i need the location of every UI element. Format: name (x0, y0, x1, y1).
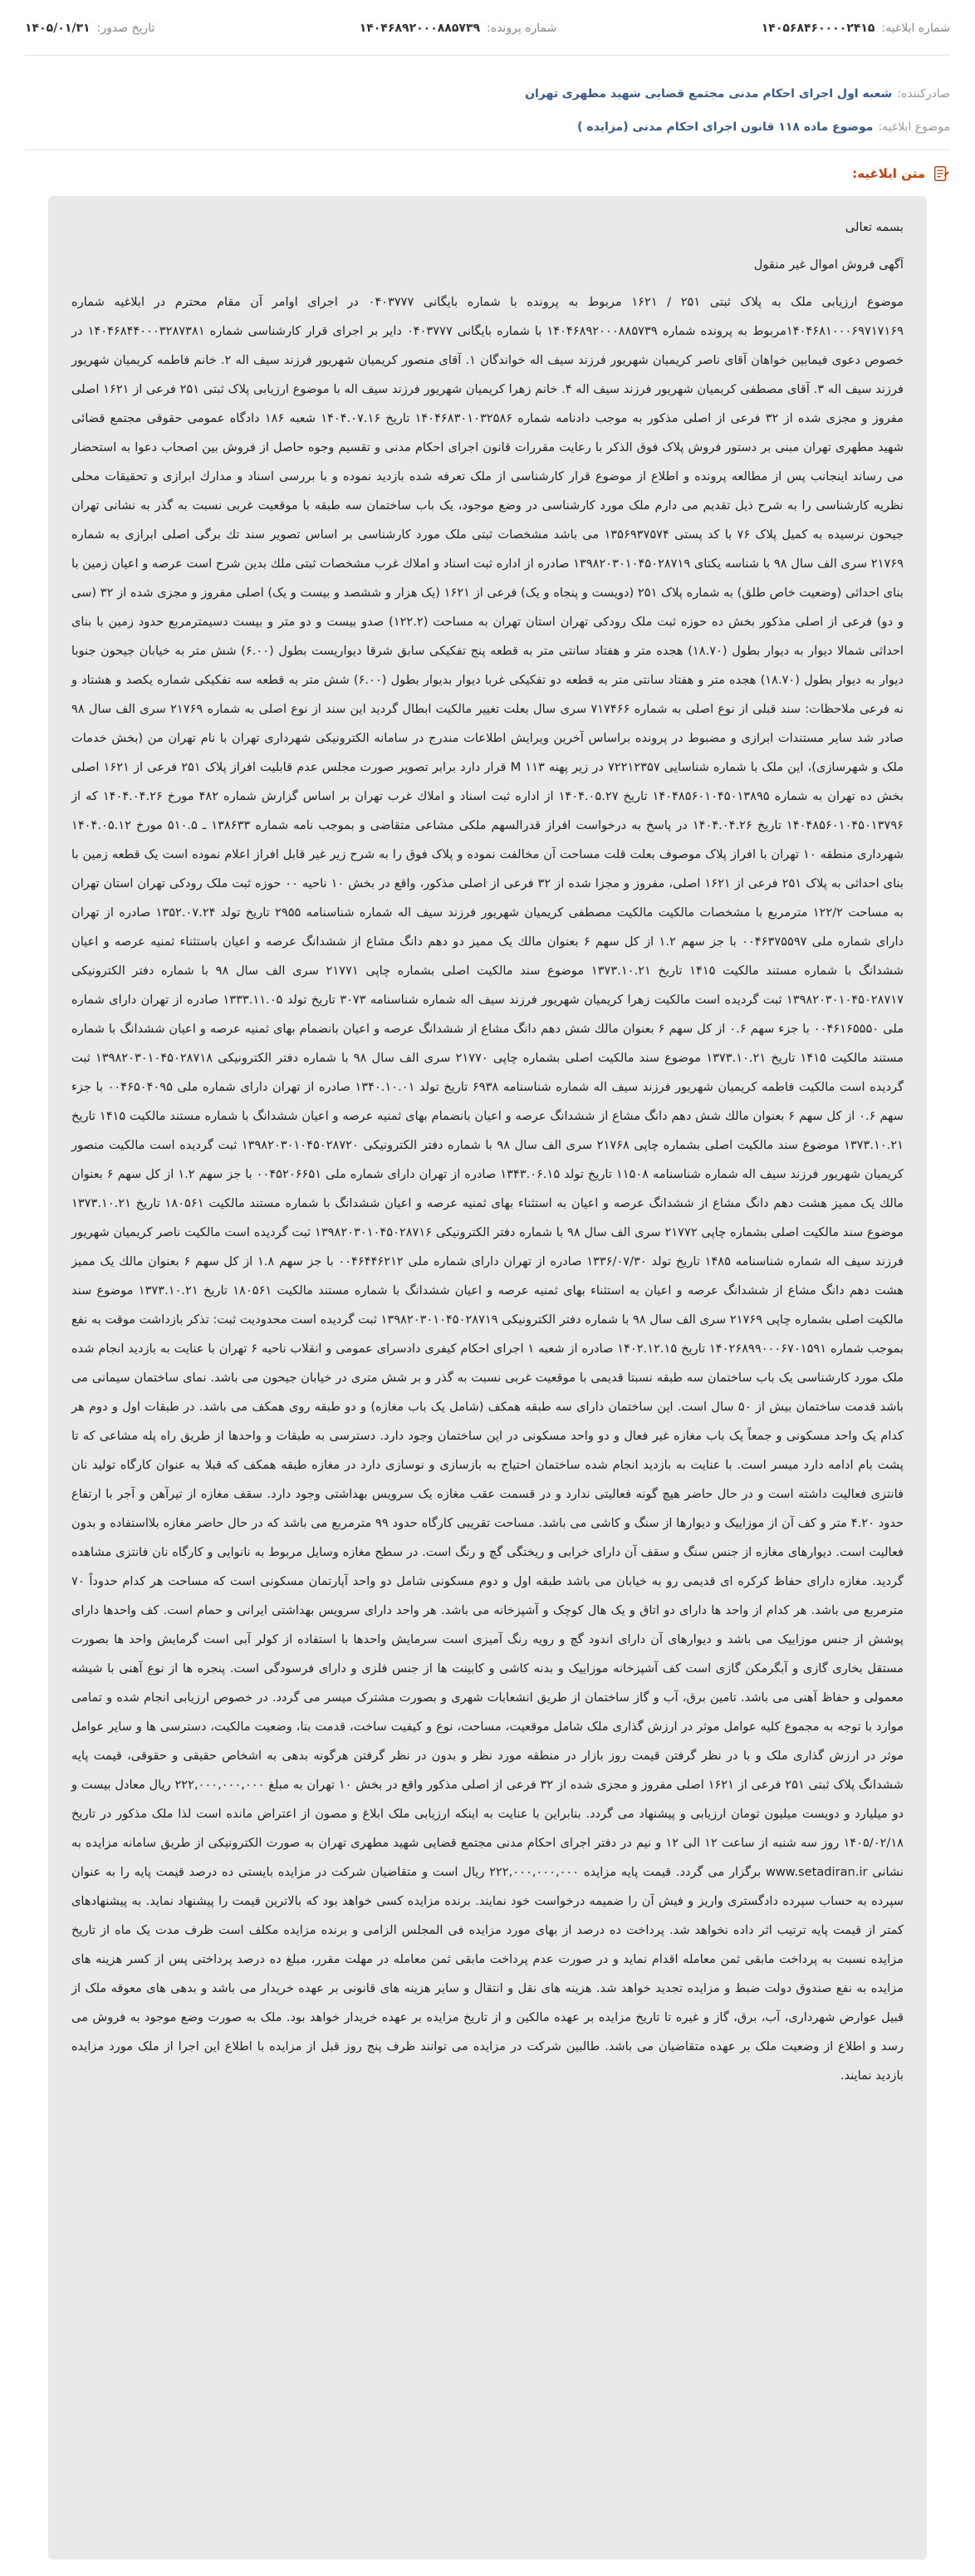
case-number (360, 22, 557, 35)
notice-number (762, 22, 950, 35)
notice-header (25, 10, 950, 47)
subject-label: موضوع ابلاغیه: (878, 120, 950, 134)
issue-date-value: ۱۴۰۵/۰۱/۳۱ (25, 22, 91, 35)
issuer-value: شعبه اول اجرای احکام مدنی مجتمع قضایی شهید مطهری تهران (525, 87, 893, 101)
greeting: بسمه تعالی (845, 220, 904, 234)
notice-heading: آگهی فروش اموال غیر منقول (753, 258, 904, 272)
note-icon (932, 164, 950, 183)
issue-date (25, 22, 154, 35)
subject-value: موضوع ماده ۱۱۸ قانون اجرای احکام مدنی (مزایده ) (577, 120, 874, 134)
notice-number-label: شماره ابلاغیه: (881, 22, 950, 35)
issue-date-label: تاریخ صدور: (96, 22, 155, 35)
issuer-row (25, 80, 950, 108)
case-number-value: ۱۴۰۴۶۸۹۲۰۰۰۸۸۵۷۳۹ (359, 22, 481, 35)
notice-content (48, 196, 927, 2559)
notice-number-value: ۱۴۰۵۶۸۴۶۰۰۰۰۲۴۱۵ (761, 22, 875, 35)
header-divider (25, 55, 950, 56)
case-number-label: شماره پرونده: (487, 22, 557, 35)
notice-paragraph: موضوع ارزیابی ملک به پلاک ثبتی ۲۵۱ / ۱۶۲۱ مربوط به پرونده با شماره بایگانی ۰۴۰۳۷۷۷ در اجرای اوامر آن مقام محترم در ابلاغیه شماره ۱۴۰۴۶۸۱۰۰۰۶۹۷۱۷۱۶۹مربوط به پرونده شماره ۱۴۰۴۶۸۹۲۰۰۰۸۸۵۷۳۹ با شماره بایگانی ۰۴۰۳۷۷۷ دایر بر اجرای قرار کارشناسی شماره ۱۴۰۴۶۸۴۴۰۰۰۳۲۸۷۳۸۱ در خصوص دعوی فیمابین خواهان آقای ناصر کریمیان شهریور فرزند سیف اله خواندگان ۱. آقای منصور کریمیان شهریور فرزند سیف اله ۲. خانم فاطمه کریمیان شهریور فرزند سیف اله ۳. آقای مصطفی کریمیان شهریور فرزند سیف اله ۴. خانم زهرا کریمیان شهریور فرزند سیف اله با موضوع ارزیابی پلاک ثبتی ۲۵۱ فرعی از ۱۶۲۱ اصلی مفروز و مجزی شده از ۳۲ فرعی از اصلی مذکور به موجب دادنامه شماره ۱۴۰۴۶۸۳۰۱۰۳۲۵۸۶ تاریخ ۱۴۰۴.۰۷.۱۶ شعبه ۱۸۶ دادگاه عمومی حقوقی مجتمع قضائی شهید مطهری تهران مبنی بر دستور فروش پلاک فوق الذکر با رعایت مقررات قانون اجرای احکام مدنی و تقسیم وجوه حاصل از فروش بین اصحاب دعوا به استحضار می رساند اینجانب پس از مطالعه پرونده و اطلاع از موضوع قرار کارشناسی از ملک تعرفه شده بازدید نموده و با بررسی اسناد و مدارك ابرازی و تحقیقات محلی نظریه کارشناسی را به شرح ذیل تقدیم می دارم ملک مورد کارشناسی در وضع موجود، یک باب ساختمان سه طبقه با موقعیت غربی نسبت به گذر به نشانی تهران جیحون نرسیده به کمیل پلاک ۷۶ با کد پستی ۱۳۵۶۹۳۷۵۷۴ می باشد مشخصات ثبتی ملک مورد کارشناسی بر اساس تصویر سند تك برگی اصلی ابرازی به شماره ۲۱۷۶۹ سری الف سال ۹۸ با شناسه یکتای ۱۳۹۸۲۰۳۰۱۰۴۵۰۲۸۷۱۹ صادره از اداره ثبت اسناد و املاك غرب مشخصات ثبتی ملك بدین شرح است عرصه و اعیان زمین با بنای احداثی (وضعیت خاص طلق) به شماره پلاک ۲۵۱ (دویست و پنجاه و یک) فرعی از ۱۶۲۱ (یک هزار و ششصد و بیست و یک) اصلی مفروز و مجزی شده از ۳۲ (سی و دو) فرعی از اصلی مذکور بخش ده حوزه ثبت ملک رودکی تهران استان تهران به مساحت (۱۲۲.۲) صدو بیست و دو متر و بیست دسیمترمربع حدود زمین با بنای احداثی شمالا دیوار به دیوار بطول (۱۸.۷۰) هجده متر و هفتاد سانتی متر به قطعه پنج تفکیکی سابق شرقا دیواریست بطول (۶.۰۰) شش متر به خیابان جیحون جنوبا دیوار به دیوار بطول (۱۸.۷۰) هجده متر و هفتاد سانتی متر به قطعه دو تفکیکی غربا دیوار بدیوار بطول (۶.۰۰) شش متر به قطعه سه تفکیکی شماره یکصد و هشتاد و نه فرعی ملاحظات: سند قبلی از نوع اصلی به شماره ۷۱۷۴۶۶ سری سال بعلت تغییر مالکیت ابطال گردید این سند از نوع اصلی به شماره ۲۱۷۶۹ سری الف سال ۹۸ صادر شد سایر مستندات ابرازی و مضبوط در پرونده براساس آخرین ویرایش اطلاعات مندرج در سامانه الکترونیکی شهرداری تهران با نام تهران من (بخش خدمات ملک و شهرسازی)، این ملک با شماره شناسایی ۷۲۲۱۲۳۵۷ در زیر پهنه ۱۱۳ M قرار دارد برابر تصویر صورت مجلس عدم قابلیت افراز پلاک ۲۵۱ فرعی از ۱۶۲۱ اصلی بخش ده تهران به شماره ۱۴۰۴۸۵۶۰۱۰۴۵۰۱۳۸۹۵ تاریخ ۱۴۰۴.۰۵.۲۷ از اداره ثبت اسناد و املاك غرب تهران بر اساس گزارش شماره ۴۸۲ مورخ ۱۴۰۴.۰۴.۲۶ که از ۱۴۰۴۸۵۶۰۱۰۴۵۰۱۳۷۹۶ تاریخ ۱۴۰۴.۰۴.۲۶ در پاسخ به درخواست افراز قدرالسهم ملکی مشاعی متقاضی و بموجب نامه شماره ۱۳۸۶۳۳ ـ ۵۱۰.۵ مورخ ۱۴۰۴.۰۵.۱۲ شهرداری منطقه ۱۰ تهران با افراز پلاک موصوف بعلت قلت مساحت آن مخالفت نموده و پلاک فوق را به شرح زیر غیر قابل افراز اعلام نموده است یک قطعه زمین با بنای احداثی به پلاک ۲۵۱ فرعی از ۱۶۲۱ اصلی، مفروز و مجزا شده از ۳۲ فرعی از اصلی مذکور، واقع در بخش ۱۰ ناحیه ۰۰ حوزه ثبت ملک رودکی تهران استان تهران به مساحت ۱۲۲/۲ مترمربع با مشخصات مالکیت مالکیت مصطفی کریمیان شهریور فرزند سیف اله شماره شناسنامه ۲۹۵۵ تاریخ تولد ۱۳۵۲.۰۷.۲۴ صادره از تهران دارای شماره ملی ۰۰۴۶۳۷۵۵۹۷ با جز سهم ۱.۲ از کل سهم ۶ بعنوان مالك یک ممیز دو دهم دانگ مشاع از ششدانگ عرصه و اعیان باستثناء ثمنیه عرصه و اعیان ششدانگ با شماره مستند مالکیت ۱۴۱۵ تاریخ ۱۳۷۳.۱۰.۲۱ موضوع سند مالکیت اصلی بشماره چاپی ۲۱۷۷۱ سری الف سال ۹۸ با شماره دفتر الکترونیکی ۱۳۹۸۲۰۳۰۱۰۴۵۰۲۸۷۱۷ ثبت گردیده است مالکیت زهرا کریمیان شهریور فرزند سیف اله شماره شناسنامه ۳۰۷۳ تاریخ تولد ۱۳۳۳.۱۱.۰۵ صادره از تهران دارای شماره ملی ۰۰۴۶۱۶۵۵۵۰ با جزء سهم ۰.۶ از کل سهم ۶ بعنوان مالك شش دهم دانگ مشاع از ششدانگ عرصه و اعیان بانضمام بهای ثمنیه عرصه و اعیان ششدانگ با شماره مستند مالکیت ۱۴۱۵ تاریخ ۱۳۷۳.۱۰.۲۱ موضوع سند مالکیت اصلی بشماره چاپی ۲۱۷۷۰ سری الف سال ۹۸ با شماره دفتر الکترونیکی ۱۳۹۸۲۰۳۰۱۰۴۵۰۲۸۷۱۸ ثبت گردیده است مالکیت فاطمه کریمیان شهریور فرزند سیف اله شماره شناسنامه ۶۹۳۸ تاریخ تولد ۱۳۴۰.۱۰.۰۱ صادره از تهران دارای شماره ملی ۰۰۴۶۵۰۴۰۹۵ با جزء سهم ۰.۶ از کل سهم ۶ بعنوان مالك شش دهم دانگ مشاع از ششدانگ عرصه و اعیان بانضمام بهای ثمنیه عرصه و اعیان ششدانگ با شماره مستند مالکیت ۱۴۱۵ تاریخ ۱۳۷۳.۱۰.۲۱ موضوع سند مالکیت اصلی بشماره چاپی ۲۱۷۶۸ سری الف سال ۹۸ با شماره دفتر الکترونیکی ۱۳۹۸۲۰۳۰۱۰۴۵۰۲۸۷۲۰ ثبت گردیده است مالکیت منصور کریمیان شهریور فرزند سیف اله شماره شناسنامه ۱۱۵۰۸ تاریخ تولد ۱۳۴۳.۰۶.۱۵ صادره از تهران دارای شماره ملی ۰۰۴۵۲۰۶۶۵۱ با جز سهم ۱.۲ از کل سهم ۶ بعنوان مالك یک ممیز هشت دهم دانگ مشاع از ششدانگ عرصه و اعیان به استثناء بهای ثمنیه عرصه و اعیان ششدانگ با شماره مستند مالکیت ۱۸۰۵۶۱ تاریخ ۱۳۷۳.۱۰.۲۱ موضوع سند مالکیت اصلی بشماره چاپی ۲۱۷۷۲ سری الف سال ۹۸ با شماره دفتر الکترونیکی ۱۳۹۸۲۰۳۰۱۰۴۵۰۲۸۷۱۶ ثبت گردیده است مالکیت ناصر کریمیان شهریور فرزند سیف اله شماره شناسنامه ۱۴۸۵ تاریخ تولد ۱۳۳۶/۰۷/۳۰ صادره از تهران دارای شماره ملی ۰۰۴۶۴۴۶۲۱۲ با جز سهم ۱.۸ از کل سهم ۶ بعنوان مالك یک ممیز هشت دهم دانگ مشاع از ششدانگ عرصه و اعیان به استثناء بهای ثمنیه عرصه و اعیان ششدانگ با شماره مستند مالکیت ۱۸۰۵۶۱ تاریخ ۱۳۷۳.۱۰.۲۱ موضوع سند مالکیت اصلی بشماره چاپی ۲۱۷۶۹ سری الف سال ۹۸ با شماره دفتر الکترونیکی ۱۳۹۸۲۰۳۰۱۰۴۵۰۲۸۷۱۹ ثبت گردیده است محدودیت ثبت: تذکر بازداشت موقت به نفع بموجب شماره ۱۴۰۲۶۸۹۹۰۰۰۶۷۰۱۵۹۱ تاریخ ۱۴۰۲.۱۲.۱۵ صادره از شعبه ۱ اجرای احکام کیفری دادسرای عمومی و انقلاب ناحیه ۶ تهران با عنایت به بازدید انجام شده ملک مورد کارشناسی یک باب ساختمان سه طبقه نسبتا قدیمی با موقعیت غربی نسبت به گذر و بر شش متری در خیابان جیحون می باشد. نمای ساختمان سیمانی می باشد قدمت ساختمان بیش از ۵۰ سال است. این ساختمان دارای سه طبقه همکف (شامل یک باب مغازه) و دو طبقه روی همکف می باشد. در طبقات اول و دوم هر کدام یک واحد مسکونی و جمعاً یک باب مغازه غیر فعال و دو واحد مسکونی در این ساختمان وجود دارد. دسترسی به طبقات و واحدها از طریق راه پله مشاعی که تا پشت بام ادامه دارد میسر است. با عنایت به بازدید انجام شده ساختمان احتیاج به بازسازی و نوسازی دارد در مغازه طبقه همکف که قبلا به عنوان کارگاه تولید نان فانتزی فعالیت داشته است و در حال حاضر هیچ گونه فعالیتی ندارد و در قسمت عقب مغازه یک سرویس بهداشتی وجود دارد. سقف مغازه از تیرآهن و آجر با ارتفاع حدود ۴.۲۰ متر و کف آن از موزاییک و دیوارها از سنگ و کاشی می باشد. مساحت تقریبی کارگاه حدود ۹۹ مترمربع می باشد که در حال حاضر مغازه بلااستفاده و بدون فعالیت است. دیوارهای مغازه از جنس سنگ و سقف آن دارای خرابی و ریختگی گچ و رنگ است. در سطح مغازه وسایل مربوط به نانوایی و کارگاه نان فانتزی مشاهده گردید. مغازه دارای حفاظ کرکره ای قدیمی رو به خیابان می باشد طبقه اول و دوم مسکونی شامل دو واحد آپارتمان مسکونی است که مساحت هر کدام حدوداً ۷۰ مترمربع می باشد. هر کدام از واحد ها دارای دو اتاق و یک هال کوچک و آشپزخانه می باشد. هر واحد دارای سرویس بهداشتی ایرانی و حمام است. کف واحدها دارای پوشش از جنس موزاییک می باشد و دیوارهای آن دارای اندود گچ و رویه رنگ آمیزی است سرمایش واحدها با استفاده از کولر آبی است گرمایش واحد ها بصورت مستقل بخاری گازی و آبگرمکن گازی است کف آشپزخانه موزاییک و بدنه کاشی و کابینت ها از جنس فلزی و دارای فرسودگی است. پنجره ها از نوع آهنی با شیشه معمولی و حفاظ آهنی می باشد. تامین برق، آب و گاز ساختمان از طریق انشعابات شهری و بصورت مشترک میسر می گردد. در خصوص ارزیابی انجام شده و تمامی موارد با توجه به مجموع کلیه عوامل موثر در ارزش گذاری ملک شامل موقعیت، مساحت، نوع و کیفیت ساخت، قدمت بنا، وضعیت مالکیت، دسترسی ها و سایر عوامل موثر در ارزش گذاری ملک و با در نظر گرفتن قیمت روز بازار در منطقه مورد نظر و بدون در نظر گرفتن هرگونه بدهی به اشخاص حقیقی و حقوقی، قیمت پایه ششدانگ پلاک ثبتی ۲۵۱ فرعی از ۱۶۲۱ اصلی مفروز و مجزی شده از ۳۲ فرعی از اصلی مذکور واقع در بخش ۱۰ تهران به مبلغ ۲۲۲,۰۰۰,۰۰۰,۰۰۰ ریال معادل بیست و دو میلیارد و دویست میلیون تومان ارزیابی و پیشنهاد می گردد. بنابراین با عنایت به اینکه ارزیابی ملک ابلاغ و مصون از اعتراض مانده است لذا ملک مذکور در تاریخ ۱۴۰۵/۰۲/۱۸ روز سه شنبه از ساعت ۱۲ الی ۱۲ و نیم در دفتر اجرای احکام مدنی مجتمع قضایی شهید مطهری تهران به صورت الکترونیکی از طریق سامانه مزایده به نشانی www.setadiran.ir برگزار می گردد. قیمت پایه مزایده ۲۲۲,۰۰۰,۰۰۰,۰۰۰ ریال است و متقاضیان شرکت در مزایده بایستی ده درصد قیمت پایه را به عنوان سپرده به حساب سپرده دادگستری واریز و فیش آن را ضمیمه درخواست خود نمایند. برنده مزایده کسی خواهد بود که بالاترین قیمت را پیشنهاد نماید. به پیشنهادهای کمتر از قیمت پایه ترتیب اثر داده نخواهد شد. پرداخت ده درصد از بهای مورد مزایده فی المجلس الزامی و برنده مزایده مکلف است ظرف مدت یک ماه از تاریخ مزایده نسبت به پرداخت مابقی ثمن معامله اقدام نماید و در صورت عدم پرداخت مابقی ثمن معامله در مهلت مقرر، مبلغ ده درصد پرداختی پس از کسر هزینه های مزایده به نفع صندوق دولت ضبط و مزایده تجدید خواهد شد. هزینه های نقل و انتقال و سایر هزینه های قانونی بر عهده خریدار می باشد و بدهی های معوقه ملک از قبیل عوارض شهرداری، آب، برق، گاز و غیره تا تاریخ مزایده بر عهده مالکین و از تاریخ مزایده بر عهده خریدار خواهد بود. ملک به صورت وضع موجود به فروش می رسد و اطلاع از وضعیت ملک بر عهده متقاضیان می باشد. طالبین شرکت در مزایده می توانند ظرف پنج روز قبل از مزایده با اطلاع این اجرا از ملک مورد مزایده بازدید نمایند. (71, 295, 904, 2083)
notice-text-label: متن ابلاغیه: (852, 166, 925, 181)
notice-text-heading (852, 161, 950, 186)
issuer-label: صادرکننده: (897, 87, 950, 101)
subject-row (25, 113, 950, 141)
